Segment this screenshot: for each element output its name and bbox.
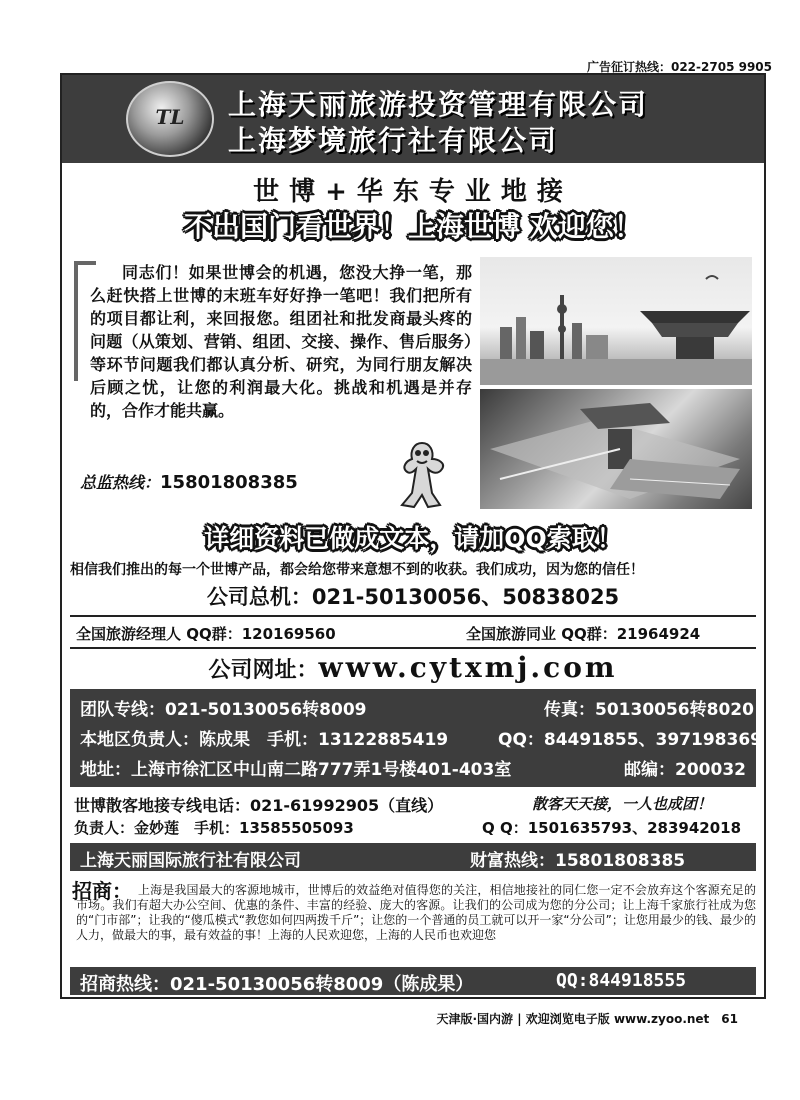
team-line: 团队专线：021-50130056转8009 <box>80 700 367 720</box>
qq-groups <box>76 623 756 644</box>
trust-statement: 相信我们推出的每一个世博产品，都会给您带来意想不到的收获。我们成功，因为您的信任！ <box>70 562 644 578</box>
website <box>62 651 764 684</box>
expo-contact-qq: Q Q：1501635793、283942018 <box>482 819 742 837</box>
expo-slogan: 散客天天接，一人也成团！ <box>532 795 713 813</box>
intl-agency-bar <box>70 843 756 871</box>
skyline-illustration <box>480 257 752 385</box>
address: 地址：上海市徐汇区中山南二路777弄1号楼401-403室 <box>80 760 512 780</box>
expo-skyline-photo <box>480 257 752 385</box>
recruit-bar <box>70 967 756 995</box>
manager-qq: QQ：84491855、397198369 <box>498 730 762 750</box>
ad-hotline-top: 广告征订热线：022-2705 9905 <box>586 60 772 74</box>
main-phone: 公司总机：021-50130056、50838025 <box>206 585 620 609</box>
website-url[interactable]: www.cytxmj.com <box>318 651 618 684</box>
expo-mascot-icon <box>392 441 452 511</box>
logo-mark: TL <box>155 105 185 129</box>
recruit-text: 上海是我国最大的客源地城市，世博后的效益绝对值得您的关注，相信地接社的同仁您一定不会放弃这个客源充足的市场。我们有超大办公空间、优惠的条件、丰富的经验、庞大的客源。让我们的公司成为您的分公司；让上海千家旅行社成为您的“门市部”；让我的“傻瓜模式“教您如何四两拨千斤”；让您的一个普通的员工就可以开一家“分公司”；让您用最少的钱、最少的人力，做最大的事，最有效益的事！上海的人民欢迎您，上海的人民币也欢迎您 <box>76 883 756 942</box>
company-name-2: 上海梦境旅行社有限公司 <box>228 124 559 157</box>
expo-contact-person: 负责人：金妙莲 手机：13585505093 <box>74 819 354 837</box>
director-hotline-label: 总监热线： <box>80 473 161 492</box>
qq-request-banner: 详细资料已做成文本，请加QQ索取！ <box>204 524 622 553</box>
company-header <box>62 75 764 163</box>
intl-agency-name: 上海天丽国际旅行社有限公司 <box>80 851 301 871</box>
director-hotline-number: 15801808385 <box>160 472 298 493</box>
recruit-hotline: 招商热线：021-50130056转8009（陈成果） <box>80 974 474 995</box>
page-footer: 天津版·国内游 | 欢迎浏览电子版 www.zyoo.net 61 <box>436 1012 738 1026</box>
postcode: 邮编：200032 <box>624 760 746 780</box>
recruit-qq: QQ:844918555 <box>556 970 687 991</box>
contact-box <box>70 689 762 787</box>
website-label: 公司网址： <box>208 658 319 683</box>
advertisement <box>60 73 766 999</box>
company-logo <box>126 81 214 157</box>
wealth-hotline: 财富热线：15801808385 <box>470 851 686 871</box>
expo-aerial-photo <box>480 389 752 509</box>
director-hotline <box>80 470 298 493</box>
slogan-primary: 世博+华东专业地接 <box>253 177 573 207</box>
intro-paragraph: 同志们！如果世博会的机遇，您没大挣一笔，那么赶快搭上世博的末班车好好挣一笔吧！我们把所有的项目都让利，来回报您。组团社和批发商最头疼的问题（从策划、营销、组团、交接、操作、售后服务）等环节问题我们都认真分析、研究，为同行朋友解决后顾之忧，让您的利润最大化。挑战和机遇是并存的，合作才能共赢。 <box>90 263 472 420</box>
divider <box>70 615 756 617</box>
qq-group-managers: 全国旅游经理人 QQ群：120169560 <box>76 625 336 643</box>
aerial-illustration <box>480 389 752 509</box>
company-name-1: 上海天丽旅游投资管理有限公司 <box>228 88 649 121</box>
fax: 传真：50130056转8020 <box>544 700 754 720</box>
recruit-title: 招商： <box>72 879 132 903</box>
slogan-banner: 不出国门看世界！上海世博 欢迎您！ <box>184 210 642 243</box>
qq-group-peers: 全国旅游同业 QQ群：21964924 <box>466 625 701 643</box>
local-manager: 本地区负责人：陈成果 手机：13122885419 <box>80 730 449 750</box>
expo-hotline: 世博散客地接专线电话：021-61992905（直线） <box>74 796 444 815</box>
divider <box>70 647 756 649</box>
